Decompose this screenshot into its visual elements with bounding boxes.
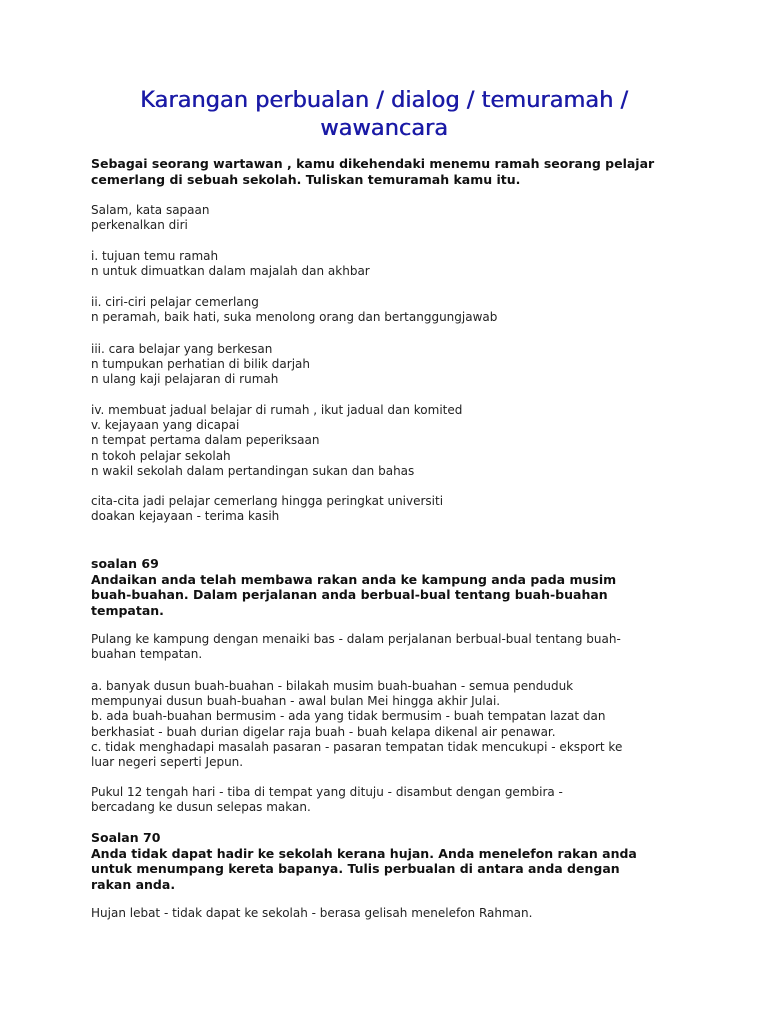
text-line: Salam, kata sapaan bbox=[91, 203, 210, 217]
task-line: rakan anda. bbox=[91, 876, 176, 892]
text-line: n tempat pertama dalam peperiksaan bbox=[91, 433, 320, 448]
task-line: Sebagai seorang wartawan , kamu dikehendaki menemu ramah seorang pelajar bbox=[91, 156, 655, 171]
task-line: buah-buahan. Dalam perjalanan anda berbual-bual tentang buah-buahan bbox=[91, 587, 608, 602]
text-line: n ulang kaji pelajaran di rumah bbox=[91, 372, 279, 387]
text-line: buahan tempatan. bbox=[91, 647, 203, 662]
greeting-block bbox=[91, 203, 691, 233]
text-line: n wakil sekolah dalam pertandingan sukan dan bahas bbox=[91, 463, 415, 478]
text-line: n tokoh pelajar sekolah bbox=[91, 448, 231, 463]
soalan-69-prompt bbox=[91, 556, 691, 618]
soalan-69-points bbox=[91, 679, 691, 770]
task-line: Anda tidak dapat hadir ke sekolah kerana hujan. Anda menelefon rakan anda bbox=[91, 845, 637, 861]
text-line: luar negeri seperti Jepun. bbox=[91, 755, 244, 770]
closing-block bbox=[91, 494, 691, 524]
task-prompt-temuramah bbox=[91, 156, 691, 187]
text-line: berkhasiat - buah durian digelar raja buah - buah kelapa dikenal air penawar. bbox=[91, 724, 556, 739]
soalan-69-intro bbox=[91, 632, 691, 662]
soalan-70-prompt bbox=[91, 830, 691, 892]
text-line: ii. ciri-ciri pelajar cemerlang bbox=[91, 295, 259, 309]
point-iii bbox=[91, 342, 691, 388]
question-number: Soalan 70 bbox=[91, 830, 161, 845]
point-iv-v bbox=[91, 403, 691, 479]
page-title bbox=[60, 86, 708, 142]
text-line: v. kejayaan yang dicapai bbox=[91, 418, 240, 433]
text-line: Pulang ke kampung dengan menaiki bas - dalam perjalanan berbual-bual tentang buah- bbox=[91, 632, 621, 646]
text-line: bercadang ke dusun selepas makan. bbox=[91, 800, 311, 815]
task-line: Andaikan anda telah membawa rakan anda ke kampung anda pada musim bbox=[91, 571, 617, 587]
point-i bbox=[91, 249, 691, 279]
soalan-69-outro bbox=[91, 785, 691, 815]
task-line: untuk menumpang kereta bapanya. Tulis perbualan di antara anda dengan bbox=[91, 861, 620, 876]
text-line: i. tujuan temu ramah bbox=[91, 249, 219, 263]
text-line: mempunyai dusun buah-buahan - awal bulan Mei hingga akhir Julai. bbox=[91, 694, 501, 709]
point-ii bbox=[91, 295, 691, 325]
text-line: iii. cara belajar yang berkesan bbox=[91, 342, 273, 356]
text-line: perkenalkan diri bbox=[91, 218, 188, 233]
text-line: Pukul 12 tengah hari - tiba di tempat yang dituju - disambut dengan gembira - bbox=[91, 785, 563, 799]
text-line: n untuk dimuatkan dalam majalah dan akhbar bbox=[91, 264, 370, 279]
title-line-1: Karangan perbualan / dialog / temuramah / bbox=[140, 87, 628, 113]
task-line: tempatan. bbox=[91, 602, 164, 618]
task-line: cemerlang di sebuah sekolah. Tuliskan temuramah kamu itu. bbox=[91, 171, 521, 187]
text-line: Hujan lebat - tidak dapat ke sekolah - berasa gelisah menelefon Rahman. bbox=[91, 906, 533, 920]
text-line: b. ada buah-buahan bermusim - ada yang tidak bermusim - buah tempatan lazat dan bbox=[91, 709, 606, 724]
text-line: n peramah, baik hati, suka menolong orang dan bertanggungjawab bbox=[91, 310, 498, 325]
soalan-70-intro bbox=[91, 906, 691, 921]
question-number: soalan 69 bbox=[91, 556, 159, 571]
text-line: cita-cita jadi pelajar cemerlang hingga peringkat universiti bbox=[91, 494, 444, 508]
text-line: iv. membuat jadual belajar di rumah , ikut jadual dan komited bbox=[91, 403, 463, 417]
text-line: n tumpukan perhatian di bilik darjah bbox=[91, 357, 310, 372]
title-line-2: wawancara bbox=[320, 115, 448, 141]
text-line: doakan kejayaan - terima kasih bbox=[91, 509, 280, 524]
text-line: a. banyak dusun buah-buahan - bilakah musim buah-buahan - semua penduduk bbox=[91, 679, 574, 693]
text-line: c. tidak menghadapi masalah pasaran - pasaran tempatan tidak mencukupi - eksport ke bbox=[91, 739, 623, 754]
